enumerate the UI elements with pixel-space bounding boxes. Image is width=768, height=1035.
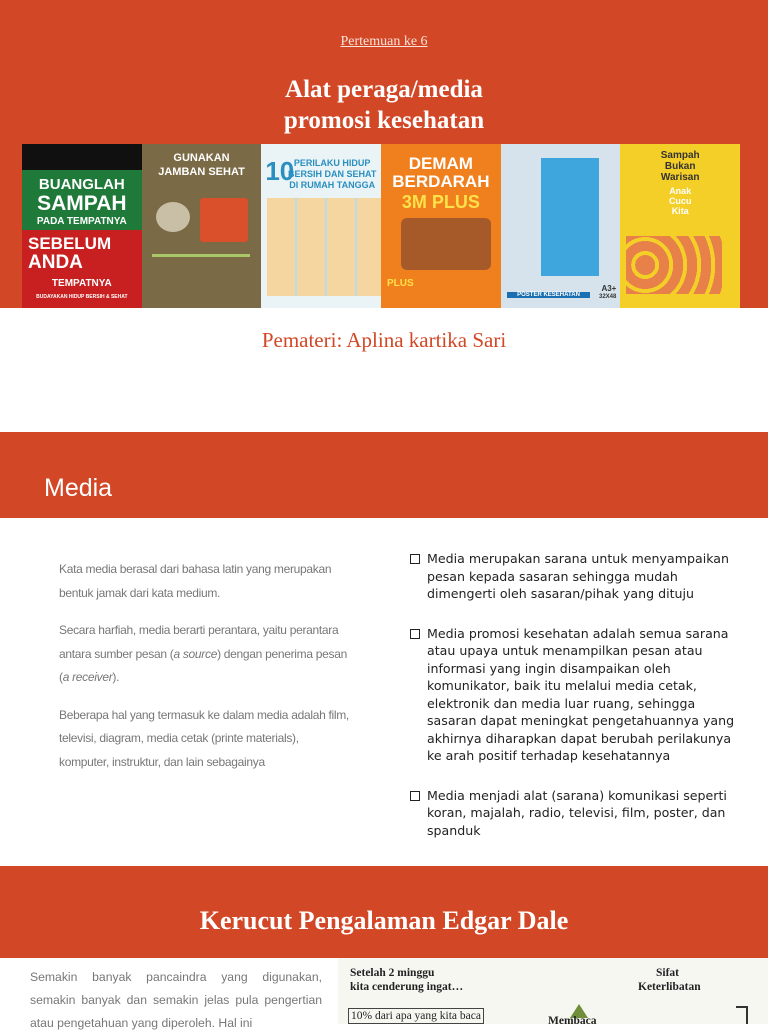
presenter-name: Pemateri: Aplina kartika Sari xyxy=(261,328,507,352)
poster-text: GUNAKAN xyxy=(173,152,230,164)
poster-text: Kita xyxy=(671,206,689,216)
checkbox-bullet-icon xyxy=(410,791,420,801)
media-header-band xyxy=(0,432,768,518)
poster-demam-berdarah xyxy=(381,144,501,308)
poster-text: ANDA xyxy=(28,252,83,273)
slide-title xyxy=(0,74,768,136)
title-slide-header xyxy=(0,0,768,308)
poster-text: PADA TEMPATNYA xyxy=(36,216,127,227)
meeting-label: Pertemuan ke 6 xyxy=(340,34,428,49)
title-slide xyxy=(0,0,768,410)
bullet-item xyxy=(410,787,740,840)
media-heading: Media xyxy=(44,474,113,502)
bullet-text: Media promosi kesehatan adalah semua sarana atau upaya untuk menampilkan pesan atau informasi yang ingin disampaikan oleh komunikator, baik itu melalui media cetak, elektronik dan media luar ruang, sehingga sasaran dapat meningkat pengetahuannya yang akhirnya diharapkan dapat berubah perilakunya ke arah positif terhadap kesehatannya xyxy=(427,625,735,763)
dale-paragraph: Semakin banyak pancaindra yang digunakan, semakin banyak dan semakin jelas pula pengertian atau pengetahuan yang diperoleh. Hal ini xyxy=(30,970,322,1030)
poster-text: BERDARAH xyxy=(392,172,490,191)
poster-phbs xyxy=(261,144,381,308)
poster-text: 32X48 xyxy=(599,294,617,300)
poster-text: JAMBAN SEHAT xyxy=(158,166,245,178)
toilet-icon xyxy=(200,198,248,242)
media-paragraph-3: Beberapa hal yang termasuk ke dalam media adalah film, televisi, diagram, media cetak (printe materials), komputer, instruktur, dan lain sebagainya xyxy=(59,707,349,769)
checkbox-bullet-icon xyxy=(410,554,420,564)
poster-sampah-warisan xyxy=(620,144,740,308)
fig-left-caption-1: Setelah 2 minggu xyxy=(350,967,435,979)
bullet-text: Media merupakan sarana untuk menyampaikan pesan kepada sasaran sehingga mudah dimengerti oleh sasaran/pihak yang dituju xyxy=(427,551,729,601)
fig-right-caption-1: Sifat xyxy=(656,967,679,979)
media-bullet-list xyxy=(410,550,740,861)
bullet-text: Media menjadi alat (sarana) komunikasi seperti koran, majalah, radio, televisi, film, poster, dan spanduk xyxy=(427,787,727,838)
slide-title-line2: promosi kesehatan xyxy=(283,107,485,134)
poster-text: Sampah xyxy=(660,150,700,161)
poster-text: SEBELUM xyxy=(28,234,112,253)
poster-text: 3M PLUS xyxy=(401,192,480,212)
poster-text: 10 xyxy=(265,156,295,186)
fig-left-caption-2: kita cenderung ingat… xyxy=(350,981,464,993)
bullet-item xyxy=(410,625,740,765)
poster-strip xyxy=(22,144,740,308)
fig-row-1-label: Membaca xyxy=(548,1015,597,1024)
dale-cone-figure xyxy=(338,958,768,1024)
poster-jamban-sehat xyxy=(142,144,262,308)
poster-text: BUANGLAH xyxy=(38,176,125,193)
media-definition-column xyxy=(59,558,349,788)
poster-text: Anak xyxy=(669,186,692,196)
poster-text: DEMAM xyxy=(408,154,473,173)
poster-text: Cucu xyxy=(668,196,692,206)
media-paragraph-1: Kata media berasal dari bahasa latin yang merupakan bentuk jamak dari kata medium. xyxy=(59,562,332,600)
poster-text: A3+ xyxy=(601,284,617,293)
poster-text: BUDAYAKAN HIDUP BERSIH & SEHAT xyxy=(36,294,128,300)
slide-title-line1: Alat peraga/media xyxy=(285,76,483,103)
media-paragraph-2: Secara harfiah, media berarti perantara, yaitu perantara antara sumber pesan (a source) dengan penerima pesan (a receiver). xyxy=(59,623,347,684)
poster-kesehatan-a3 xyxy=(501,144,621,308)
poster-text: POSTER KESEHATAN xyxy=(507,292,591,298)
fig-row-1: 10% dari apa yang kita baca xyxy=(348,1008,484,1024)
fig-right-caption-2: Keterlibatan xyxy=(638,981,701,993)
dale-heading: Kerucut Pengalaman Edgar Dale xyxy=(199,906,569,935)
poster-text: Bukan xyxy=(664,161,696,172)
poster-text: PERILAKU HIDUP xyxy=(293,158,371,168)
poster-text: Warisan xyxy=(660,172,700,183)
poster-text: TEMPATNYA xyxy=(51,278,112,289)
bullet-item xyxy=(410,550,740,603)
poster-text: SAMPAH xyxy=(37,192,127,215)
poster-text: BERSIH DAN SEHAT xyxy=(288,169,377,179)
poster-text: PLUS xyxy=(387,278,414,289)
poster-buang-sampah xyxy=(22,144,142,308)
poster-text: DI RUMAH TANGGA xyxy=(289,180,376,190)
checkbox-bullet-icon xyxy=(410,629,420,639)
